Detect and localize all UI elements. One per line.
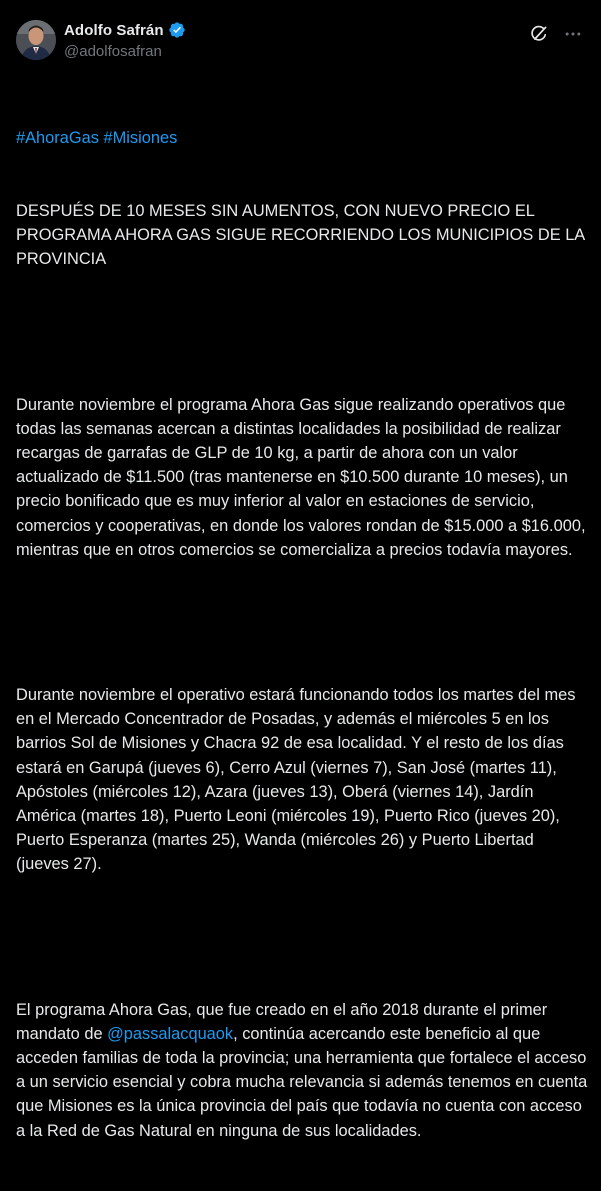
- avatar-image: [16, 20, 56, 60]
- header-actions: [527, 22, 585, 46]
- paragraph-spacer: [16, 320, 588, 344]
- paragraph-3-text-end: , continúa acercando este beneficio al que acceden familias de toda la provincia; una herramienta que fortalece el acceso a un servicio esencial y cobra mucha relevancia si además tenemos en cuenta que Misiones es la única provincia del país que todavía no cuenta con acceso a la Red de Gas Natural en ninguna de sus localidades.: [16, 1024, 592, 1140]
- author-names: [64, 20, 186, 60]
- paragraph-spacer: [16, 610, 588, 634]
- mention-link[interactable]: @passalacquaok: [107, 1024, 234, 1043]
- tweet-header: [16, 18, 585, 62]
- tweet-paragraph-2: Durante noviembre el operativo estará funcionando todos los martes del mes en el Mercado Concentrador de Posadas, y además el miércoles 5 en los barrios Sol de Misiones y Chacra 92 de esa localidad. Y el resto de los días estará en Garupá (jueves 6), Cerro Azul (viernes 7), San José (martes 11), Apóstoles (miércoles 12), Azara (jueves 13), Oberá (viernes 14), Jardín América (martes 18), Puerto Leoni (miércoles 19), Puerto Rico (jueves 20), Puerto Esperanza (martes 25), Wanda (miércoles 26) y Puerto Libertad (jueves 27).: [16, 686, 580, 874]
- hashtag-link[interactable]: #AhoraGas: [16, 129, 99, 148]
- author-handle[interactable]: @adolfosafran: [64, 43, 162, 60]
- display-name[interactable]: Adolfo Safrán: [64, 21, 164, 39]
- verified-badge-icon: [168, 21, 186, 39]
- tweet-text: [16, 78, 592, 1191]
- tweet-headline: DESPUÉS DE 10 MESES SIN AUMENTOS, CON NUEVO PRECIO EL PROGRAMA AHORA GAS SIGUE RECORRIENDO LOS MUNICIPIOS DE LA PROVINCIA: [16, 202, 589, 269]
- hashtag-link[interactable]: #Misiones: [103, 129, 178, 148]
- grok-icon[interactable]: [527, 22, 551, 46]
- paragraph-3-text-start: El programa Ahora Gas, que fue creado en el año 2018 durante el primer mandato de: [16, 1000, 552, 1043]
- display-name-row: [64, 20, 186, 40]
- tweet-paragraph-3: [16, 998, 592, 1143]
- hashtag-line: [16, 126, 588, 150]
- paragraph-spacer: [16, 925, 588, 949]
- avatar[interactable]: [16, 20, 56, 60]
- tweet-paragraph-1: Durante noviembre el programa Ahora Gas sigue realizando operativos que todas las semanas acercan a distintas localidades la posibilidad de realizar recargas de garrafas de GLP de 10 kg, a partir de ahora con un valor actualizado de $11.500 (tras mantenerse en $10.500 durante 10 meses), un precio bonificado que es muy inferior al valor en estaciones de servicio, comercios y cooperativas, en donde los valores rondan de $15.000 a $16.000, mientras que en otros comercios se comercializa a precios todavía mayores.: [16, 395, 591, 559]
- more-options-icon[interactable]: [561, 22, 585, 46]
